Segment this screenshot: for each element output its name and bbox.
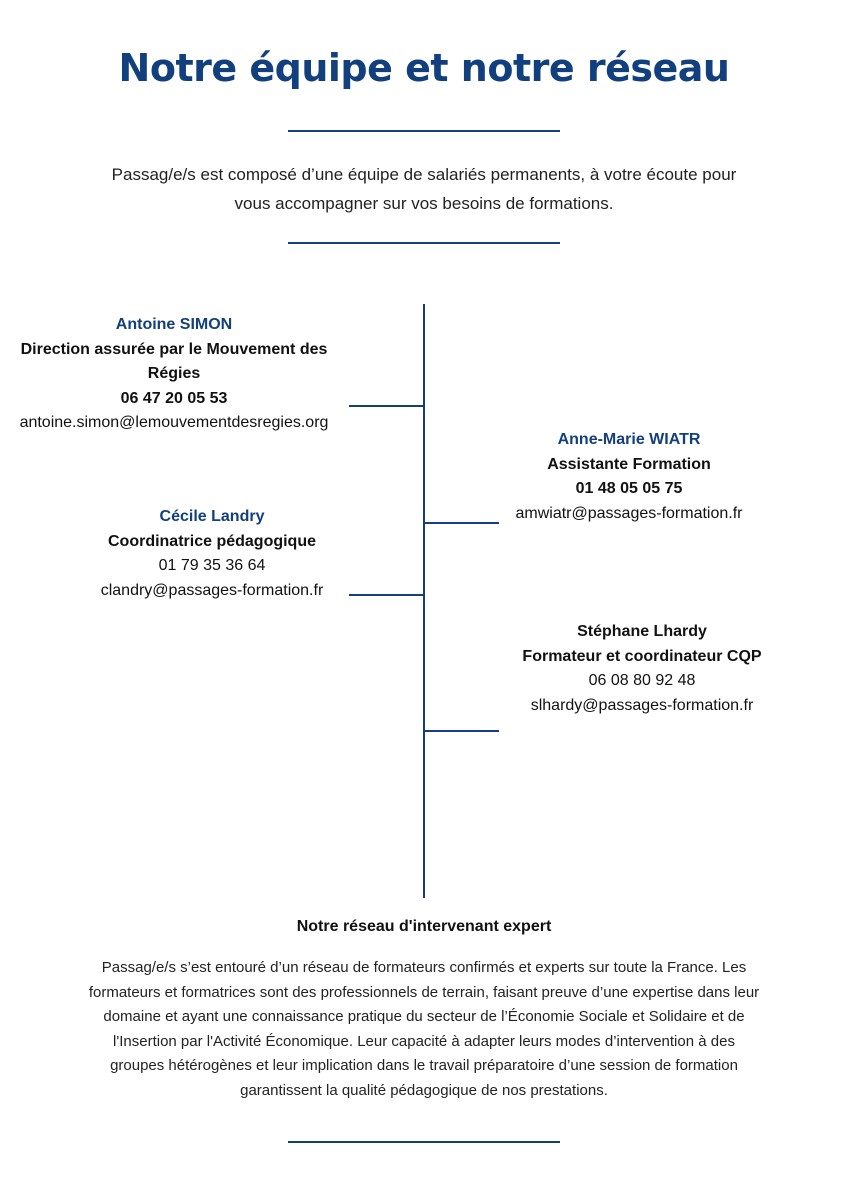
member-email[interactable]: antoine.simon@lemouvementdesregies.org bbox=[19, 414, 329, 431]
member-role: Direction assurée par le Mouvement des Régies bbox=[20, 340, 328, 382]
team-card-cecile bbox=[84, 505, 340, 603]
connector-cecile bbox=[349, 594, 424, 596]
member-email[interactable]: slhardy@passages-formation.fr bbox=[530, 696, 754, 714]
connector-stephane bbox=[424, 730, 499, 732]
team-card-antoine bbox=[2, 313, 346, 436]
page-title: Notre équipe et notre réseau bbox=[118, 46, 730, 90]
member-role: Assistante Formation bbox=[547, 455, 711, 473]
divider-top bbox=[288, 130, 560, 132]
intro-text: Passag/e/s est composé d’une équipe de salariés permanents, à votre écoute pour vous accompagner sur vos besoins de formations. bbox=[111, 165, 737, 213]
divider-intro bbox=[288, 242, 560, 244]
member-role: Formateur et coordinateur CQP bbox=[522, 647, 762, 665]
timeline-axis bbox=[423, 304, 425, 898]
team-card-anne-marie bbox=[488, 428, 770, 526]
member-name: Cécile Landry bbox=[159, 508, 265, 525]
member-name: Anne-Marie WIATR bbox=[557, 431, 701, 448]
member-email[interactable]: amwiatr@passages-formation.fr bbox=[515, 504, 743, 522]
member-phone: 06 08 80 92 48 bbox=[588, 672, 696, 689]
member-role: Coordinatrice pédagogique bbox=[107, 532, 316, 550]
team-card-stephane bbox=[520, 620, 764, 718]
connector-antoine bbox=[349, 405, 424, 407]
network-text: Passag/e/s s’est entouré d’un réseau de formateurs confirmés et experts sur toute la France. Les formateurs et formatrices sont des professionnels de terrain, faisant preuve d’une expertise dans leur domaine et ayant une connaissance pratique du secteur de l’Économie Sociale et Solidaire et de l'Insertion par l'Activité Économique. Leur capacité à adapter leurs modes d’intervention à des groupes hétérogènes et leur implication dans le travail préparatoire d’une session de formation garantissent la qualité pédagogique de nos prestations. bbox=[88, 959, 760, 1099]
member-phone: 01 79 35 36 64 bbox=[158, 557, 266, 574]
member-name: Stéphane Lhardy bbox=[577, 623, 707, 640]
member-name: Antoine SIMON bbox=[115, 316, 233, 333]
member-phone: 06 47 20 05 53 bbox=[120, 389, 228, 407]
member-phone: 01 48 05 05 75 bbox=[575, 480, 683, 497]
divider-bottom bbox=[288, 1141, 560, 1143]
member-email[interactable]: clandry@passages-formation.fr bbox=[100, 581, 324, 599]
network-title: Notre réseau d'intervenant expert bbox=[296, 918, 552, 935]
